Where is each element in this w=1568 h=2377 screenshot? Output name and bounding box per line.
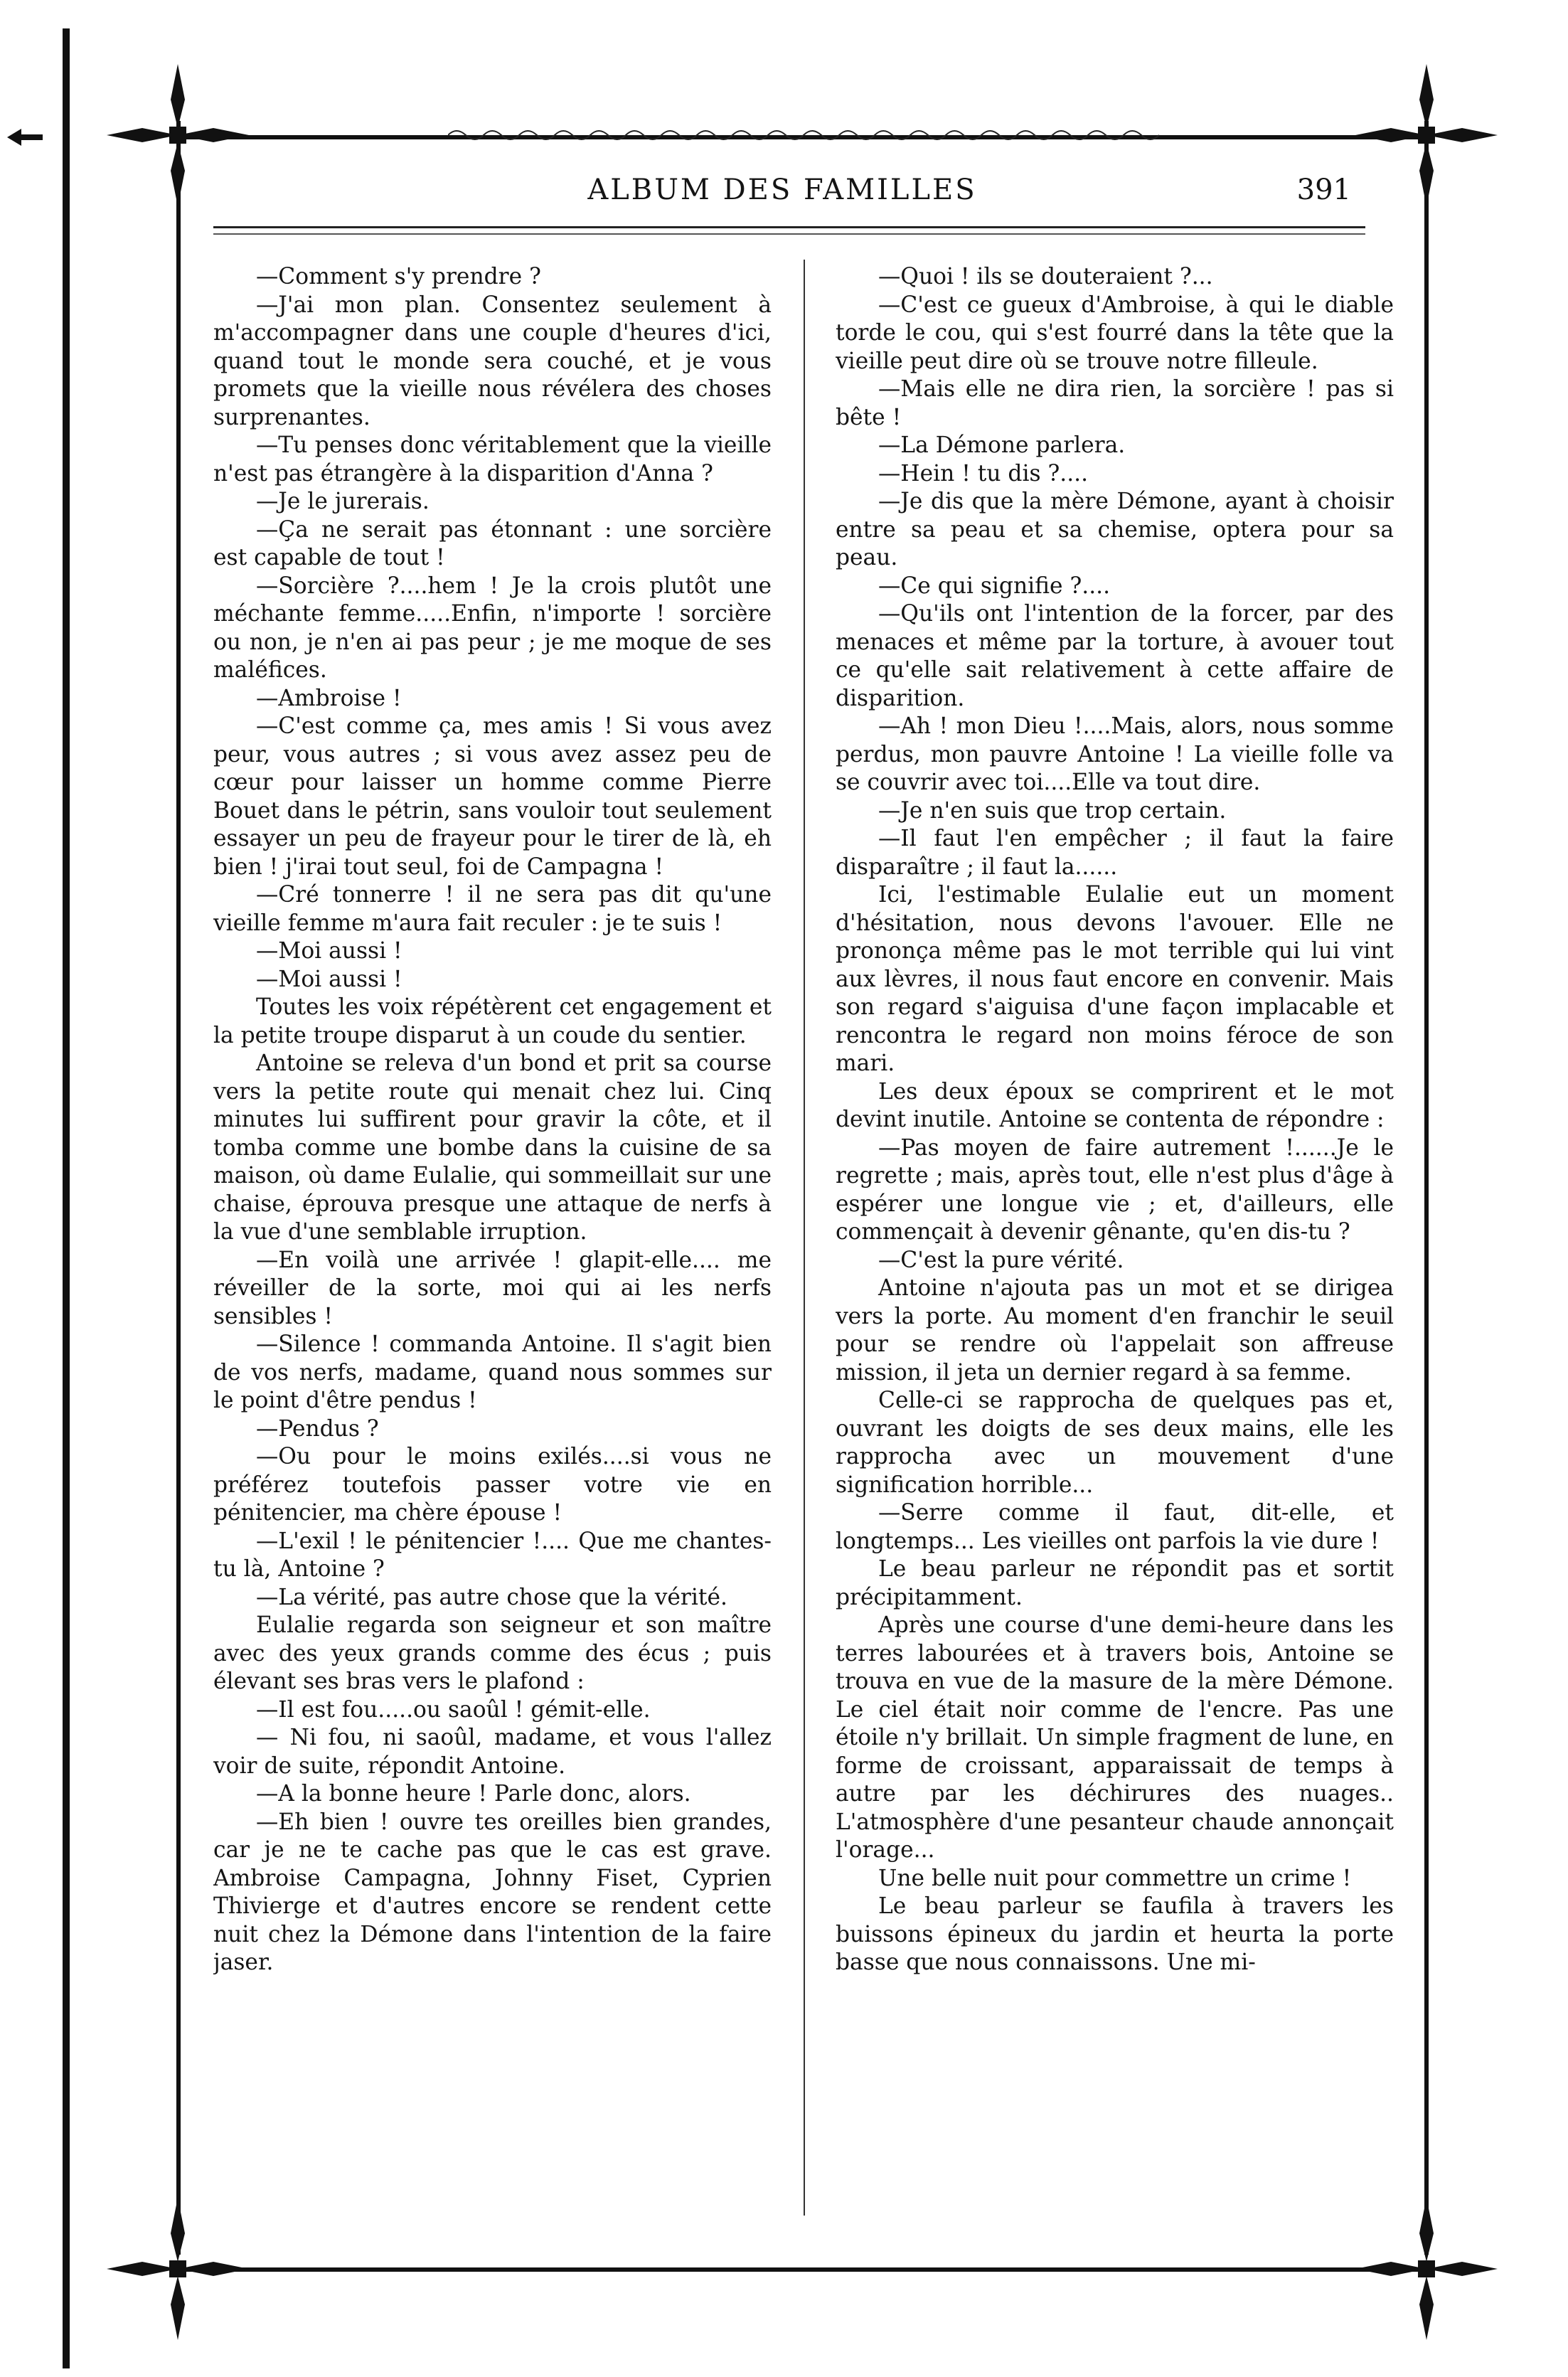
wavy-top-ornament-icon: [448, 127, 1159, 144]
paragraph: Une belle nuit pour commettre un crime !: [878, 1865, 1352, 1891]
right-column: [836, 263, 1394, 2212]
paragraph: Eulalie regarda son seigneur et son maître avec des yeux grands comme des écus ; puis élevant ses bras vers le plafond :: [213, 1612, 772, 1694]
page-number: 391: [1296, 174, 1351, 206]
paragraph: —La vérité, pas autre chose que la vérité.: [256, 1584, 727, 1610]
paragraph: —Quoi ! ils se douteraient ?...: [878, 264, 1213, 289]
paragraph: — Ni fou, ni saoûl, madame, et vous l'allez voir de suite, répondit Antoine.: [213, 1725, 772, 1779]
page-header: [199, 171, 1365, 220]
paragraph: Le beau parleur ne répondit pas et sortit précipitamment.: [836, 1556, 1394, 1610]
paragraph: —C'est ce gueux d'Ambroise, à qui le diable torde le cou, qui s'est fourré dans la tête que la vieille peut dire où se trouve notre filleule.: [836, 292, 1394, 374]
frame-bottom-border: [178, 2267, 1426, 2272]
paragraph: —Je dis que la mère Démone, ayant à choisir entre sa peau et sa chemise, optera pour sa peau.: [836, 489, 1394, 570]
corner-ornament-bottom-right-icon: [1355, 2191, 1498, 2347]
paragraph: —Cré tonnerre ! il ne sera pas dit qu'une vieille femme m'aura fait reculer : je te suis !: [213, 882, 772, 936]
paragraph: —Eh bien ! ouvre tes oreilles bien grandes, car je ne te cache pas que le cas est grave. Ambroise Campagna, Johnny Fiset, Cyprien Thivierge et d'autres encore se rendent cette nuit chez la Démone dans l'intention de la faire jaser.: [213, 1809, 772, 1975]
header-rule: [213, 226, 1365, 228]
paragraph: Le beau parleur se faufila à travers les buissons épineux du jardin et heurta la porte basse que nous connaissons. Une mi-: [836, 1893, 1394, 1975]
paragraph: Toutes les voix répétèrent cet engagement et la petite troupe disparut à un coude du sentier.: [213, 994, 772, 1048]
paragraph: —C'est comme ça, mes amis ! Si vous avez peur, vous autres ; si vous avez assez peu de cœur pour laisser un homme comme Pierre Bouet dans le pétrin, sans vouloir tout seulement essayer un peu de frayeur pour le tirer de là, eh bien ! j'irai tout seul, foi de Campagna !: [213, 713, 772, 880]
left-column: [213, 263, 772, 2212]
frame-left-border: [176, 121, 181, 2255]
paragraph: —Silence ! commanda Antoine. Il s'agit bien de vos nerfs, madame, quand nous sommes sur le point d'être pendus !: [213, 1331, 772, 1413]
paragraph: —La Démone parlera.: [878, 432, 1126, 458]
paragraph: —J'ai mon plan. Consentez seulement à m'accompagner dans une couple d'heures d'ici, quand tout le monde sera couché, et je vous promets que la vieille nous révélera des choses surprenantes.: [213, 292, 772, 430]
paragraph: Après une course d'une demi-heure dans les terres labourées et à travers bois, Antoine se trouva en vue de la masure de la mère Démone. Le ciel était noir comme de l'encre. Pas une étoile n'y brillait. Un simple fragment de lune, en forme de croissant, apparaissait de temps à autre par les déchirures des nuages.. L'atmosphère d'une pesanteur chaude annonçait l'orage...: [836, 1612, 1394, 1863]
paragraph: —Il faut l'en empêcher ; il faut la faire disparaître ; il faut la......: [836, 826, 1394, 880]
paragraph: —Je n'en suis que trop certain.: [878, 797, 1227, 824]
paragraph: —Serre comme il faut, dit-elle, et longtemps... Les vieilles ont parfois la vie dure !: [836, 1500, 1394, 1554]
paragraph: —Comment s'y prendre ?: [256, 264, 541, 289]
paragraph: —Pas moyen de faire autrement !......Je le regrette ; mais, après tout, elle n'est plus d'âge à espérer une longue vie ; et, d'ailleurs, elle commençait à devenir gênante, qu'en dis-tu ?: [836, 1134, 1394, 1245]
paragraph: Celle-ci se rapprocha de quelques pas et, ouvrant les doigts de ses deux mains, elle les rapprocha avec un mouvement d'une signification horrible...: [836, 1388, 1394, 1498]
paragraph: —Tu penses donc véritablement que la vieille n'est pas étrangère à la disparition d'Anna ?: [213, 432, 772, 486]
running-title: ALBUM DES FAMILLES: [587, 174, 977, 206]
paragraph: —Ou pour le moins exilés....si vous ne préférez toutefois passer votre vie en pénitencier, ma chère épouse !: [213, 1444, 772, 1526]
left-margin-bar: [63, 28, 70, 2368]
paragraph: —Hein ! tu dis ?....: [878, 460, 1089, 486]
corner-ornament-top-right-icon: [1355, 57, 1498, 213]
paragraph: —Ah ! mon Dieu !....Mais, alors, nous somme perdus, mon pauvre Antoine ! La vieille folle va se couvrir avec toi....Elle va tout dire.: [836, 713, 1394, 795]
paragraph: —C'est la pure vérité.: [878, 1247, 1124, 1273]
paragraph: —Ce qui signifie ?....: [878, 573, 1111, 599]
paragraph: Ici, l'estimable Eulalie eut un moment d'hésitation, nous devons l'avouer. Elle ne prononça même pas le mot terrible qui lui vint aux lèvres, il nous faut encore en convenir. Mais son regard s'aiguisa d'une façon implacable et rencontra le regard non moins féroce de son mari.: [836, 882, 1394, 1076]
paragraph: —Moi aussi !: [256, 938, 402, 964]
paragraph: Antoine se releva d'un bond et prit sa course vers la petite route qui menait chez lui. Cinq minutes lui suffirent pour gravir la côte, et il tomba comme une bombe dans la cuisine de sa maison, où dame Eulalie, qui sommeillait sur une chaise, éprouva presque une attaque de nerfs à la vue d'une semblable irruption.: [213, 1051, 772, 1245]
paragraph: —Je le jurerais.: [256, 489, 430, 514]
paragraph: —En voilà une arrivée ! glapit-elle.... me réveiller de la sorte, moi qui ai les nerfs sensibles !: [213, 1247, 772, 1329]
corner-ornament-bottom-left-icon: [107, 2191, 249, 2347]
paragraph: —A la bonne heure ! Parle donc, alors.: [256, 1781, 691, 1807]
paragraph: —Pendus ?: [256, 1415, 379, 1442]
paragraph: Antoine n'ajouta pas un mot et se dirigea vers la porte. Au moment d'en franchir le seuil pour se rendre où l'appelait son affreuse mission, il jeta un dernier regard à sa femme.: [836, 1275, 1394, 1386]
paragraph: —Ça ne serait pas étonnant : une sorcière est capable de tout !: [213, 516, 772, 570]
paragraph: —L'exil ! le pénitencier !.... Que me chantes-tu là, Antoine ?: [213, 1528, 772, 1582]
paragraph: Les deux époux se comprirent et le mot devint inutile. Antoine se contenta de répondre :: [836, 1078, 1394, 1132]
paragraph: —Sorcière ?....hem ! Je la crois plutôt une méchante femme.....Enfin, n'importe ! sorcière ou non, je n'en ai pas peur ; je me moque de ses maléfices.: [213, 573, 772, 683]
column-separator: [804, 260, 805, 2216]
paragraph: —Moi aussi !: [256, 966, 402, 992]
paragraph: —Qu'ils ont l'intention de la forcer, par des menaces et même par la torture, à avouer tout ce qu'elle sait relativement à cette affaire de disparition.: [836, 601, 1394, 711]
frame-right-border: [1424, 121, 1429, 2255]
paragraph: —Mais elle ne dira rien, la sorcière ! pas si bête !: [836, 376, 1394, 430]
margin-arrow-icon: [7, 127, 43, 148]
header-rule: [213, 233, 1365, 235]
paragraph: —Ambroise !: [256, 685, 402, 711]
paragraph: —Il est fou.....ou saoûl ! gémit-elle.: [256, 1696, 651, 1723]
